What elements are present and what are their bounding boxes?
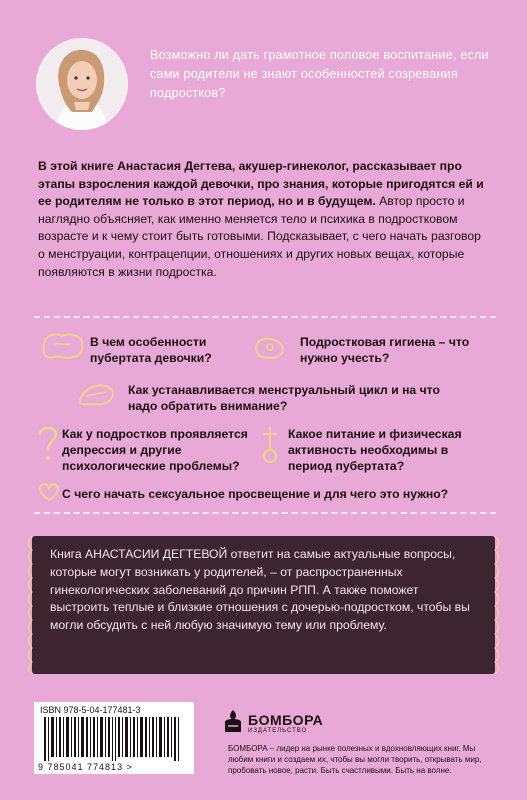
figure-doodle-icon (258, 422, 282, 466)
summary-panel (32, 536, 495, 674)
panel-left-scallop (25, 536, 39, 674)
bombora-logo-icon (222, 708, 244, 734)
dashed-divider-top (34, 316, 496, 320)
panel-text: Книга АНАСТАСИИ ДЕГТЕВОЙ ответит на самые актуальные вопросы, которые могут возникать у родителей, – от распространенных гинекологических заболеваний до причин РПП. А также поможет выстроить теплые и близкие отношения с дочерью-подростком, чтобы вы могли обсудить с ней любую значимую тему или проблему. (50, 547, 470, 633)
publisher-logo: БОМБОРА (248, 712, 324, 728)
barcode-bars (44, 717, 184, 761)
description-regular: Автор просто и наглядно объясняет, как именно меняется тело и психика в подростковом возрасте и к чему стоит быть готовыми. Подсказывает, с чего начать разговор о менструации, контрацепции, отношениях и других новых вещах, которые появляются в жизни подростка. (38, 194, 481, 279)
question-1: В чем особенности пубертата девочки? (90, 335, 212, 365)
pill-doodle-icon (76, 380, 116, 408)
question-2: Подростковая гигиена – что нужно учесть? (300, 335, 470, 365)
description-bold: В этой книге Анастасия Дегтева, акушер-гинеколог, рассказывает про этапы взросления каждой девочки, про знания, которые пригодятся ей и ее родителям не только в этот период, но и в будущем. (38, 159, 484, 209)
panel-right-scallop (488, 536, 502, 674)
barcode-digits: 9 785041 774813 > (38, 762, 133, 772)
question-3: Как устанавливается менструальный цикл и на что надо обратить внимание? (128, 383, 440, 413)
intro-question: Возможно ли дать грамотное половое воспитание, если сами родители не знают особенностей созревания подростков? (150, 48, 489, 100)
dashed-divider-bottom (34, 512, 496, 516)
drop-doodle-icon (250, 332, 290, 362)
question-4: Как у подростков проявляется депрессия и другие психологические проблемы? (62, 427, 248, 473)
heart-doodle-icon (38, 482, 60, 502)
publisher-blurb: БОМБОРА – лидер на рынке полезных и вдохновляющих книг. Мы любим книги и создаем их, чтобы вы могли творить, открывать мир, пробовать новое, расти. Быть счастливыми. Быть на волне. (228, 744, 482, 775)
blob-doodle-icon (40, 330, 86, 362)
publisher-logo-sub: ИЗДАТЕЛЬСТВО (248, 728, 308, 734)
question-5: Какое питание и физическая активность необходимы в период пубертата? (288, 427, 462, 473)
isbn-label: ISBN 978-5-04-177481-3 (40, 705, 141, 715)
question-mark-doodle-icon (36, 424, 60, 464)
book-description (38, 158, 490, 281)
barcode (34, 702, 194, 774)
author-portrait (36, 38, 128, 130)
question-6: С чего начать сексуальное просвещение и для чего это нужно? (62, 487, 449, 501)
